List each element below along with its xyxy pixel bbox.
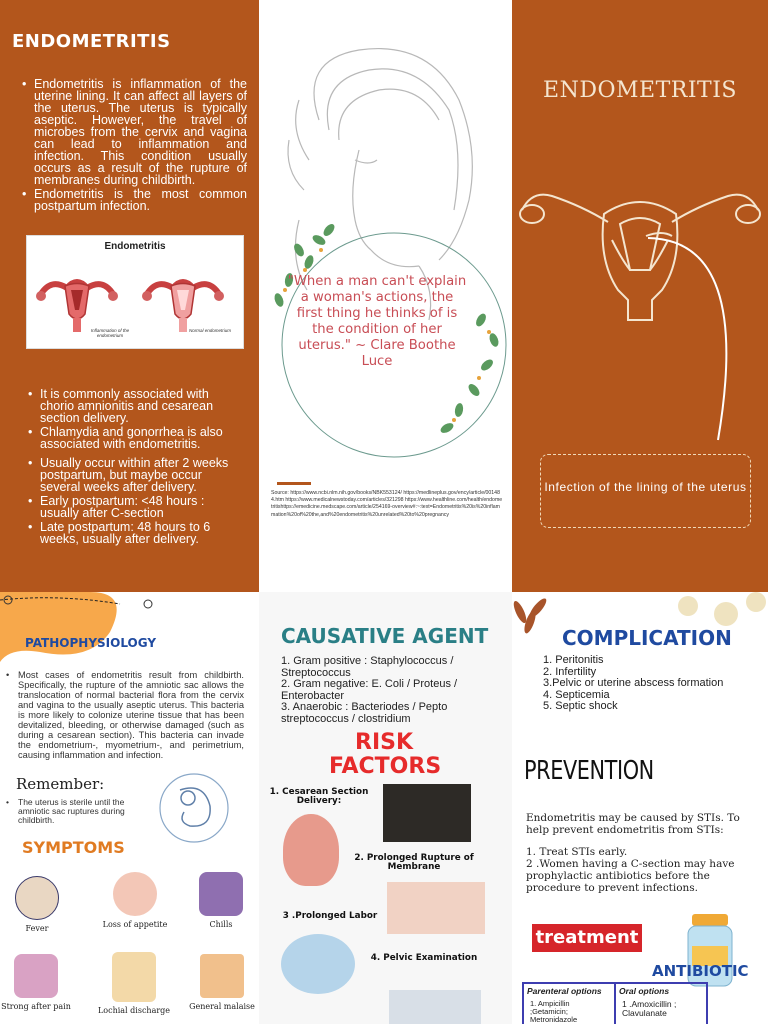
complication-item: 3.Pelvic or uterine abscess formation: [543, 677, 724, 689]
cover-caption: Infection of the lining of the uterus: [544, 480, 747, 494]
antibiotic-table: [522, 982, 708, 1024]
risk-heading-2: FACTORS: [329, 754, 442, 779]
causative-item: 1. Gram positive : Staphylococcus / Streptococcus: [281, 655, 454, 679]
uterus-fetus-image: [283, 814, 339, 886]
list-item: • Usually occur within after 2 weeks postpartum, but maybe occur several weeks after delivery.: [26, 457, 238, 493]
divider: [277, 482, 311, 485]
prevention-item: 1. Treat STIs early.: [526, 846, 628, 858]
risk-item-pelvic: 4. Pelvic Examination: [370, 953, 478, 963]
complication-item: 2. Infertility: [543, 665, 597, 678]
intro-list: [20, 78, 247, 214]
chills-icon: [199, 872, 243, 916]
complication-item: 5. Septic shock: [543, 700, 618, 712]
general-malaise-icon: [200, 954, 244, 998]
patho-body: • Most cases of endometritis result from childbirth. Specifically, the rupture of the amniotic sac allows the translocation of normal bacterial flora from the cervix and vagina to the usually aseptic uterus. This bacteria is more likely to colonize uterine tissue that has been devitalized, bleeding, or otherwise damaged (such as during a cesarean section). This bacteria can invade the endometrium-, myometrium-, and perimetrium, causing inflammation and infection.: [4, 670, 244, 760]
prolonged-labor-photo: [387, 882, 485, 934]
drug-line: 1 .Amoxicillin ;: [622, 999, 677, 1009]
table-header: Parenteral options: [523, 983, 615, 998]
patho-list: [4, 670, 244, 762]
list-item: • Early postpartum: <48 hours : usually after C-section: [26, 495, 238, 519]
causative-item: 3. Anaerobic : Bacteriodes / Pepto streptococcus / clostridium: [281, 701, 448, 725]
symptom-label: Chills: [209, 920, 233, 929]
symptom-malaise: [186, 954, 258, 1011]
pelvic-exam-image: [281, 934, 355, 994]
list-item: • Endometritis is inflammation of the uterine lining. It can affect all layers of the uterus. The uterus is typically aseptic. However, the travel of microbes from the cervix and vagina can lead to inflammation and infection. This condition usually occurs as a result of the rupture of membranes during childbirth.: [20, 78, 247, 186]
symptom-after-pain: [0, 954, 72, 1011]
timing-list: [26, 457, 238, 547]
prevention-heading: PREVENTION: [524, 756, 654, 786]
remember-heading: Remember:: [16, 775, 105, 793]
endometritis-figure: [26, 235, 244, 349]
antibiotic-heading: ANTIBIOTIC: [652, 962, 749, 980]
complication-list: [543, 655, 743, 713]
symptom-appetite: [98, 872, 172, 929]
prevention-item: 2 .Women having a C-section may have prophylactic antibiotics before the procedure to prevent infections.: [526, 858, 735, 894]
drug-line: Metronidazole: [530, 1015, 578, 1024]
symptoms-heading: SYMPTOMS: [22, 838, 125, 857]
intro-panel: [0, 0, 259, 592]
list-item: • It is commonly associated with chorio amnionitis and cesarean section delivery.: [26, 388, 231, 424]
drug-line: ;Getamicin;: [530, 1007, 568, 1016]
quote-text: "When a man can't explain a woman's actions, the first thing he thinks of is the condition of her uterus." ~ Clare Boothe Luce: [287, 274, 467, 369]
complication-heading: COMPLICATION: [562, 626, 732, 650]
woman-line-drawing: [259, 0, 512, 470]
symptom-label: Fever: [25, 924, 49, 933]
symptom-label: General malaise: [189, 1002, 255, 1011]
cesarean-photo: [383, 784, 471, 842]
after-pain-icon: [14, 954, 58, 998]
drug-line: Clavulanate: [622, 1008, 667, 1018]
causative-item: 2. Gram negative: E. Coli / Proteus / Enterobacter: [281, 678, 458, 702]
symptom-label: Lochial discharge: [97, 1006, 171, 1015]
remember-body: • The uterus is sterile until the amniotic sac ruptures during childbirth.: [4, 798, 132, 825]
lab-photo: [389, 990, 481, 1024]
remember-list: [4, 798, 132, 827]
list-item: • Endometritis is the most common postpartum infection.: [20, 188, 247, 212]
causative-risk-panel: [259, 592, 512, 1024]
drug-line: 1. Ampicillin: [530, 999, 570, 1008]
list-item: • Late postpartum: 48 hours to 6 weeks, usually after delivery.: [26, 521, 238, 545]
symptom-label: Strong after pain: [1, 1002, 71, 1011]
fever-icon: [15, 876, 59, 920]
prevention-list: [526, 846, 760, 894]
symptom-lochial: [94, 952, 174, 1015]
pathophysiology-panel: [0, 592, 259, 1024]
association-list: [26, 388, 231, 452]
risk-item-labor: 3 .Prolonged Labor: [282, 911, 378, 921]
causative-heading: CAUSATIVE AGENT: [281, 624, 489, 648]
complication-item: 4. Septicemia: [543, 688, 610, 701]
complication-prevention-panel: [512, 592, 768, 1024]
fetus-icon: [150, 768, 240, 848]
pathophysiology-heading: PATHOPHYSIOLOGY: [25, 636, 157, 650]
symptom-fever: [8, 876, 66, 933]
table-header: Oral options: [619, 986, 670, 996]
symptom-chills: [192, 872, 250, 929]
cover-title: ENDOMETRITIS: [543, 78, 737, 103]
figure-caption-right: Normal endometrium: [188, 328, 231, 333]
risk-item-cesarean: 1. Cesarean Section Delivery:: [269, 787, 369, 806]
decor-blob: [0, 592, 259, 672]
panel-title: ENDOMETRITIS: [12, 31, 171, 52]
figure-caption-left: Inflammation of the endometrium: [90, 328, 130, 338]
prevention-intro: Endometritis may be caused by STIs. To help prevent endometritis from STIs:: [526, 812, 740, 836]
treatment-banner: treatment: [532, 924, 642, 952]
list-item: • Chlamydia and gonorrhea is also associated with endometritis.: [26, 426, 231, 450]
lochial-discharge-icon: [112, 952, 156, 1002]
sources-text: Source: https://www.ncbi.nlm.nih.gov/books/NBK553124/ https://medlineplus.gov/ency/article/001484.htm https://www.medicalnewstoday.com/articles/321298 https://www.healthline.com/health/endometritishttps://emedicine.medscape.com/article/254169-overview#:~:text=Endometritis%20is%20inflammation%20of%20the,and%20endometritis%20unrelated%20to%20pregnancy: [271, 490, 503, 518]
complication-item: 1. Peritonitis: [543, 654, 604, 666]
risk-heading-1: RISK: [355, 730, 414, 755]
table-cell: [615, 998, 707, 1024]
uterus-outline-illustration: [512, 0, 768, 460]
figure-title: Endometritis: [104, 241, 166, 252]
causative-list: [281, 656, 501, 725]
risk-item-rupture: 2. Prolonged Rupture of Membrane: [354, 853, 474, 872]
symptom-label: Loss of appetite: [102, 920, 168, 929]
table-cell: [523, 998, 615, 1024]
loss-of-appetite-icon: [113, 872, 157, 916]
